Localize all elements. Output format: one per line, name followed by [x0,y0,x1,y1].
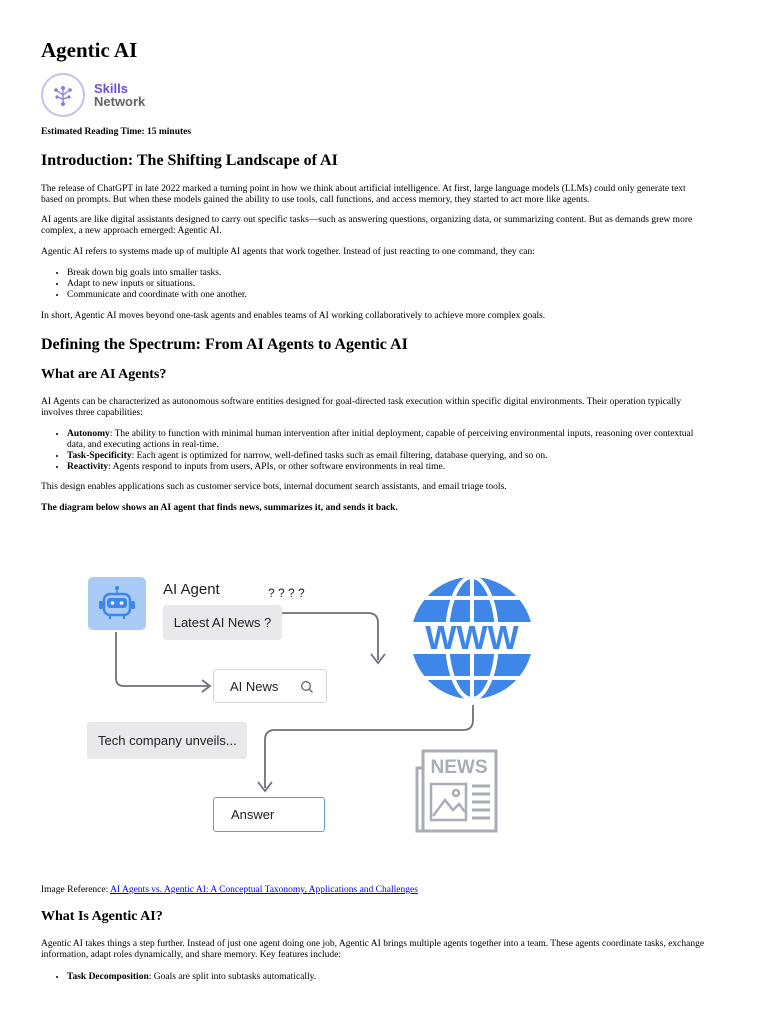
reference-link[interactable]: AI Agents vs. Agentic AI: A Conceptual Taxonomy, Applications and Challenges [110,885,418,895]
list-item [67,972,707,983]
intro-paragraph-4: In short, Agentic AI moves beyond one-task agents and enables teams of AI working collaboratively to achieve more complex goals. [41,311,546,321]
list-term: Reactivity [67,462,109,472]
answer-box [213,797,325,832]
skills-network-logo [41,73,161,121]
agent-title: AI Agent [163,581,220,598]
list-text: : The ability to function with minimal human intervention after initial deployment, capable of perceiving environmental inputs, reasoning over contextual data, and executing actions in real-time. [67,429,694,450]
agents-subheading: What are AI Agents? [41,367,167,382]
www-globe-icon [408,574,536,702]
agents-paragraph-2: This design enables applications such as customer service bots, internal document search assistants, and email triage tools. [41,482,507,492]
question-marks: ? ? ? ? [268,586,305,600]
robot-icon [88,577,146,630]
ai-agent-diagram [82,570,542,840]
query-bubble [163,605,282,640]
page-title: Agentic AI [41,38,138,62]
list-text: : Goals are split into subtasks automatically. [148,972,317,982]
list-text: : Each agent is optimized for narrow, well-defined tasks such as email filtering, database querying, and so on. [131,451,548,461]
logo-icon [41,73,85,117]
list-item [67,462,707,473]
logo-text-network: Network [94,94,146,109]
list-term: Task Decomposition [67,972,149,982]
www-text: WWW [425,619,519,656]
newspaper-icon [415,748,499,834]
intro-list [41,268,707,301]
intro-paragraph-1: The release of ChatGPT in late 2022 marked a turning point in how we think about artificial intelligence. At first, large language models (LLMs) could only generate text based on prompts. But when these models gained the ability to use tools, call functions, and access memory, they started to act more like agents. [41,184,686,205]
agentic-list [41,972,707,983]
news-text: NEWS [430,757,488,778]
list-item [67,451,707,462]
result-text: Tech company unveils... [98,733,237,748]
query-text: Latest AI News ? [173,615,272,630]
answer-text: Answer [231,807,275,822]
list-term: Task-Specificity [67,451,132,461]
search-box [213,669,327,703]
agentic-paragraph-1: Agentic AI takes things a step further. Instead of just one agent doing one job, Agentic AI brings multiple agents together into a team. These agents coordinate tasks, exchange information, adapt roles dynamically, and share memory. Key features include: [41,939,705,960]
agentic-heading: What Is Agentic AI? [41,909,163,924]
list-item: • Adapt to new inputs or situations. [67,279,707,290]
agents-list [41,429,707,473]
agents-paragraph-1: AI Agents can be characterized as autonomous software entities designed for goal-directed task execution within specific digital environments. Their operation typically involves three capabilities: [41,397,682,418]
reading-time: Estimated Reading Time: 15 minutes [41,127,192,137]
image-reference [41,885,706,896]
search-text: AI News [230,678,279,694]
list-item [67,429,707,451]
reference-label: Image Reference: [41,885,111,895]
search-icon [300,680,314,694]
list-item: • Break down big goals into smaller tasks. [67,268,707,279]
intro-paragraph-2: AI agents are like digital assistants designed to carry out specific tasks—such as answering questions, organizing data, or summarizing content. But as demands grew more complex, a new approach emerged: Agentic AI. [41,215,693,236]
intro-paragraph-3: Agentic AI refers to systems made up of multiple AI agents that work together. Instead of just reacting to one command, they can: [41,247,535,257]
list-item: • Communicate and coordinate with one another. [67,290,707,301]
result-bubble [87,722,247,759]
logo-text-skills: Skills [94,81,128,96]
intro-heading: Introduction: The Shifting Landscape of AI [41,152,338,169]
diagram-caption: The diagram below shows an AI agent that finds news, summarizes it, and sends it back. [41,503,398,513]
list-text: : Agents respond to inputs from users, APIs, or other software environments in real time. [108,462,446,472]
spectrum-heading: Defining the Spectrum: From AI Agents to Agentic AI [41,336,408,353]
list-term: Autonomy [67,429,110,439]
